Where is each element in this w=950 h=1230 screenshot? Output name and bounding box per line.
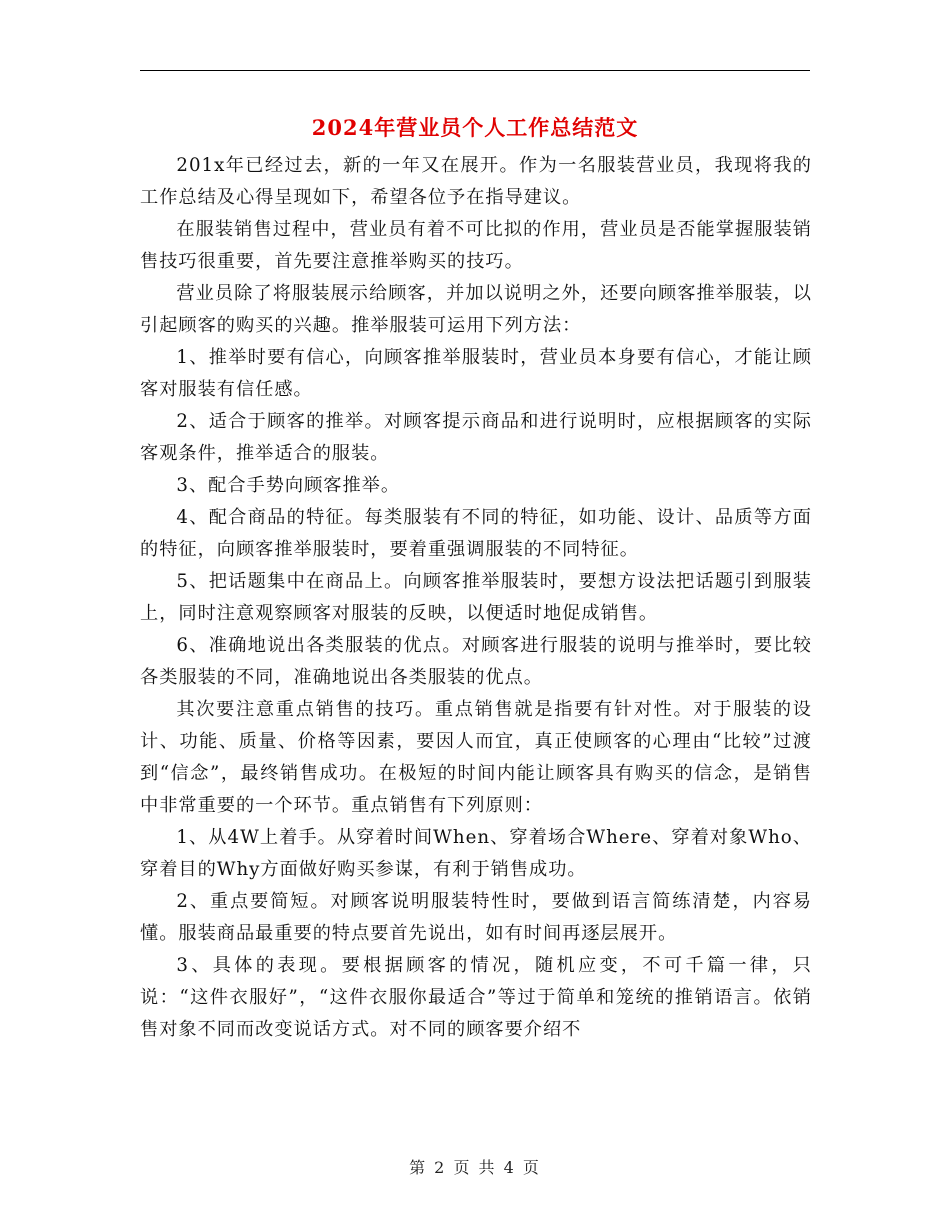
paragraph: 2、适合于顾客的推举。对顾客提示商品和进行说明时，应根据顾客的实际客观条件，推举适合的服装。 — [140, 411, 812, 464]
paragraph: 3、配合手势向顾客推举。 — [176, 475, 401, 496]
paragraph: 6、准确地说出各类服装的优点。对顾客进行服装的说明与推举时，要比较各类服装的不同，准确地说出各类服装的优点。 — [140, 635, 812, 688]
paragraph: 在服装销售过程中，营业员有着不可比拟的作用，营业员是否能掌握服装销售技巧很重要，首先要注意推举购买的技巧。 — [140, 219, 812, 272]
paragraph: 2、重点要简短。对顾客说明服装特性时，要做到语言简练清楚，内容易懂。服装商品最重要的特点要首先说出，如有时间再逐层展开。 — [140, 891, 812, 944]
paragraph: 1、推举时要有信心，向顾客推举服装时，营业员本身要有信心，才能让顾客对服装有信任感。 — [140, 347, 812, 400]
header-rule — [140, 70, 810, 71]
page-footer: 第 2 页 共 4 页 — [409, 1158, 541, 1177]
paragraph: 1、从4W上着手。从穿着时间When、穿着场合Where、穿着对象Who、穿着目的Why方面做好购买参谋，有利于销售成功。 — [140, 827, 812, 880]
paragraph: 4、配合商品的特征。每类服装有不同的特征，如功能、设计、品质等方面的特征，向顾客推举服装时，要着重强调服装的不同特征。 — [140, 507, 812, 560]
paragraph: 3、具体的表现。要根据顾客的情况，随机应变，不可千篇一律，只说：“这件衣服好”，“这件衣服你最适合”等过于简单和笼统的推销语言。依销售对象不同而改变说话方式。对不同的顾客要介绍不 — [140, 955, 812, 1040]
document-body — [140, 150, 812, 1046]
document-title: 2024年营业员个人工作总结范文 — [311, 115, 639, 140]
paragraph: 5、把话题集中在商品上。向顾客推举服装时，要想方设法把话题引到服装上，同时注意观察顾客对服装的反映，以便适时地促成销售。 — [140, 571, 812, 624]
paragraph: 其次要注意重点销售的技巧。重点销售就是指要有针对性。对于服装的设计、功能、质量、价格等因素，要因人而宜，真正使顾客的心理由“比较”过渡到“信念”，最终销售成功。在极短的时间内能让顾客具有购买的信念，是销售中非常重要的一个环节。重点销售有下列原则： — [140, 699, 812, 816]
paragraph: 营业员除了将服装展示给顾客，并加以说明之外，还要向顾客推举服装，以引起顾客的购买的兴趣。推举服装可运用下列方法： — [140, 283, 812, 336]
paragraph: 201x年已经过去，新的一年又在展开。作为一名服装营业员，我现将我的工作总结及心得呈现如下，希望各位予在指导建议。 — [140, 155, 812, 208]
